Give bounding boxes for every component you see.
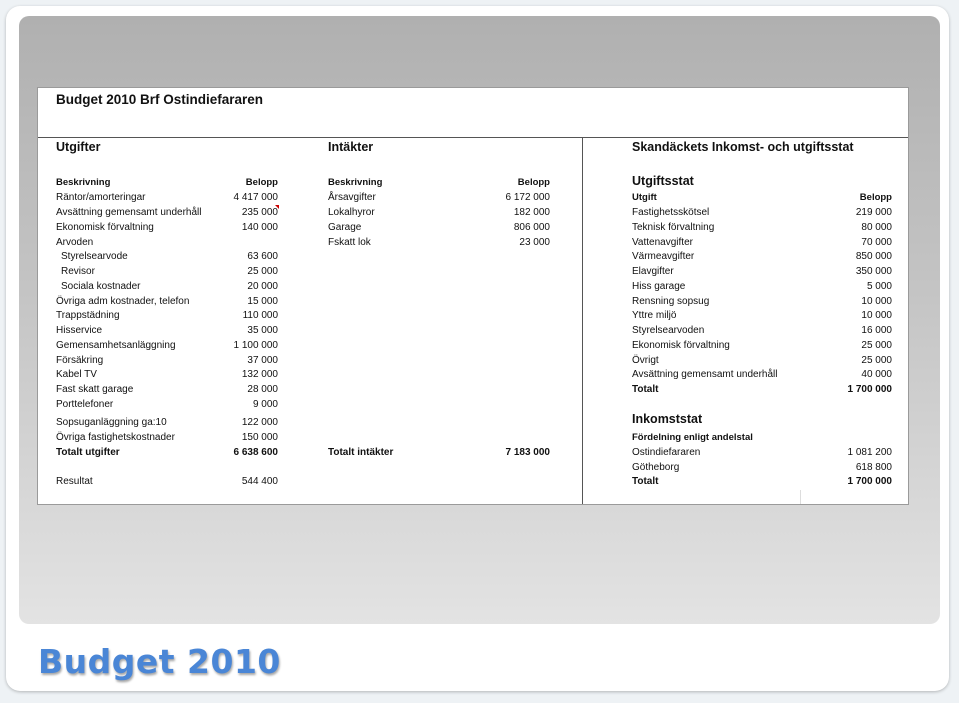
inkomststat-subheading: Fördelning enligt andelstal: [632, 432, 753, 443]
inkomststat-total-row: [632, 475, 892, 489]
utgifter-row: [56, 295, 278, 309]
utgifter-total-row: [56, 446, 278, 460]
row-value: 80 000: [861, 222, 892, 233]
row-value: 850 000: [855, 251, 892, 262]
utgiftsstat-row: [632, 206, 892, 220]
intakter-col-amount: Belopp: [517, 177, 550, 188]
row-label: Hiss garage: [632, 281, 686, 292]
row-value: 150 000: [241, 432, 278, 443]
row-label: Kabel TV: [56, 369, 97, 380]
row-label: Revisor: [61, 266, 95, 277]
row-value: 235 000: [241, 207, 278, 218]
row-label: Fskatt lok: [328, 237, 371, 248]
utgifter-row: [56, 265, 278, 279]
content-panel: [19, 16, 940, 624]
utgifter-row: [56, 236, 278, 250]
row-value: 219 000: [855, 207, 892, 218]
utgiftsstat-row: [632, 324, 892, 338]
utgifter-row: [56, 339, 278, 353]
intakter-row: [328, 221, 550, 235]
row-value: 70 000: [861, 237, 892, 248]
total-value: 1 700 000: [847, 476, 892, 487]
row-label: Värmeavgifter: [632, 251, 695, 262]
utgiftsstat-row: [632, 354, 892, 368]
total-value: 6 638 600: [233, 447, 278, 458]
utgifter-row: [56, 206, 278, 220]
intakter-row: [328, 206, 550, 220]
row-label: Ekonomisk förvaltning: [632, 340, 730, 351]
utgiftsstat-row: [632, 309, 892, 323]
row-label: Vattenavgifter: [632, 237, 693, 248]
row-value: 16 000: [861, 325, 892, 336]
total-label: Totalt: [632, 476, 659, 487]
inkomststat-title: Inkomststat: [632, 412, 703, 426]
utgiftsstat-total-row: [632, 383, 892, 397]
utgiftsstat-row: [632, 368, 892, 382]
row-label: Övriga adm kostnader, telefon: [56, 296, 190, 307]
row-label: Försäkring: [56, 355, 104, 366]
row-label: Porttelefoner: [56, 399, 114, 410]
row-label: Gemensamhetsanläggning: [56, 340, 176, 351]
row-label: Götheborg: [632, 462, 680, 473]
row-value: 132 000: [241, 369, 278, 380]
utgiftsstat-title: Utgiftsstat: [632, 174, 694, 188]
total-value: 1 700 000: [847, 384, 892, 395]
utgifter-row: [56, 416, 278, 430]
utgifter-col-desc: Beskrivning: [56, 177, 111, 188]
row-value: 25 000: [247, 266, 278, 277]
utgiftsstat-row: [632, 236, 892, 250]
utgifter-row: [56, 354, 278, 368]
utgiftsstat-row: [632, 221, 892, 235]
intakter-total-row: [328, 446, 550, 460]
row-label: Fastighetsskötsel: [632, 207, 710, 218]
row-value: 9 000: [252, 399, 278, 410]
utgifter-col-amount: Belopp: [245, 177, 278, 188]
utgifter-row: [56, 324, 278, 338]
total-value: 7 183 000: [505, 447, 550, 458]
utgifter-row: [56, 383, 278, 397]
row-label: Elavgifter: [632, 266, 674, 277]
row-value: 350 000: [855, 266, 892, 277]
row-value: 140 000: [241, 222, 278, 233]
intakter-row: [328, 191, 550, 205]
utgiftsstat-col-amount: Belopp: [859, 192, 892, 203]
utgifter-row: [56, 280, 278, 294]
result-label: Resultat: [56, 476, 93, 487]
row-label: Ekonomisk förvaltning: [56, 222, 154, 233]
utgiftsstat-row: [632, 280, 892, 294]
intakter-row: [328, 236, 550, 250]
inkomststat-row: [632, 446, 892, 460]
total-label: Totalt utgifter: [56, 447, 120, 458]
row-label: Räntor/amorteringar: [56, 192, 146, 203]
slide: [6, 6, 949, 691]
row-value: 10 000: [861, 310, 892, 321]
row-label: Styrelsearvoden: [632, 325, 705, 336]
row-value: 182 000: [513, 207, 550, 218]
sheet-title: Budget 2010 Brf Ostindiefararen: [56, 92, 264, 107]
column-divider: [582, 137, 583, 504]
row-value: 110 000: [242, 310, 278, 321]
row-label: Övriga fastighetskostnader: [56, 432, 175, 443]
resultat-row: [56, 475, 278, 489]
utgifter-row: [56, 431, 278, 445]
row-value: 35 000: [247, 325, 278, 336]
row-label: Fast skatt garage: [56, 384, 134, 395]
row-value: 20 000: [247, 281, 278, 292]
utgiftsstat-row: [632, 339, 892, 353]
budget-sheet: [37, 87, 909, 505]
row-label: Övrigt: [632, 355, 659, 366]
intakter-title: Intäkter: [328, 140, 374, 154]
comment-indicator: [275, 205, 279, 209]
row-label: Årsavgifter: [328, 192, 376, 203]
row-value: 1 081 200: [847, 447, 892, 458]
row-value: 37 000: [247, 355, 278, 366]
row-label: Ostindiefararen: [632, 447, 701, 458]
row-label: Avsättning gemensamt underhåll: [632, 369, 778, 380]
result-value: 544 400: [241, 476, 278, 487]
row-label: Teknisk förvaltning: [632, 222, 715, 233]
total-label: Totalt intäkter: [328, 447, 394, 458]
utgiftsstat-col-desc: Utgift: [632, 192, 657, 203]
utgifter-row: [56, 221, 278, 235]
row-value: 40 000: [861, 369, 892, 380]
row-label: Arvoden: [56, 237, 94, 248]
row-value: 5 000: [866, 281, 892, 292]
total-label: Totalt: [632, 384, 659, 395]
row-label: Styrelsearvode: [61, 251, 128, 262]
row-label: Sopsuganläggning ga:10: [56, 417, 167, 428]
utgiftsstat-row: [632, 250, 892, 264]
row-value: 25 000: [861, 355, 892, 366]
row-value: 63 600: [247, 251, 278, 262]
row-value: 23 000: [519, 237, 550, 248]
row-label: Garage: [328, 222, 362, 233]
row-value: 28 000: [247, 384, 278, 395]
row-label: Lokalhyror: [328, 207, 375, 218]
faint-divider: [800, 490, 801, 504]
intakter-col-desc: Beskrivning: [328, 177, 383, 188]
utgifter-row: [56, 398, 278, 412]
skandack-title: Skandäckets Inkomst- och utgiftsstat: [632, 140, 854, 154]
row-label: Avsättning gemensamt underhåll: [56, 207, 202, 218]
row-value: 10 000: [861, 296, 892, 307]
row-value: 4 417 000: [233, 192, 278, 203]
slide-title: Budget 2010: [38, 642, 281, 681]
utgifter-row: [56, 309, 278, 323]
utgifter-row: [56, 368, 278, 382]
row-value: 6 172 000: [505, 192, 550, 203]
row-label: Rensning sopsug: [632, 296, 710, 307]
header-divider: [38, 137, 908, 138]
row-value: 122 000: [241, 417, 278, 428]
utgiftsstat-row: [632, 295, 892, 309]
utgifter-row: [56, 250, 278, 264]
row-value: 806 000: [513, 222, 550, 233]
row-value: 25 000: [861, 340, 892, 351]
row-label: Yttre miljö: [632, 310, 677, 321]
row-value: 15 000: [247, 296, 278, 307]
row-value: 1 100 000: [233, 340, 278, 351]
row-label: Trappstädning: [56, 310, 120, 321]
utgiftsstat-row: [632, 265, 892, 279]
inkomststat-row: [632, 461, 892, 475]
utgifter-title: Utgifter: [56, 140, 101, 154]
row-label: Sociala kostnader: [61, 281, 141, 292]
row-value: 618 800: [855, 462, 892, 473]
row-label: Hisservice: [56, 325, 103, 336]
utgifter-row: [56, 191, 278, 205]
